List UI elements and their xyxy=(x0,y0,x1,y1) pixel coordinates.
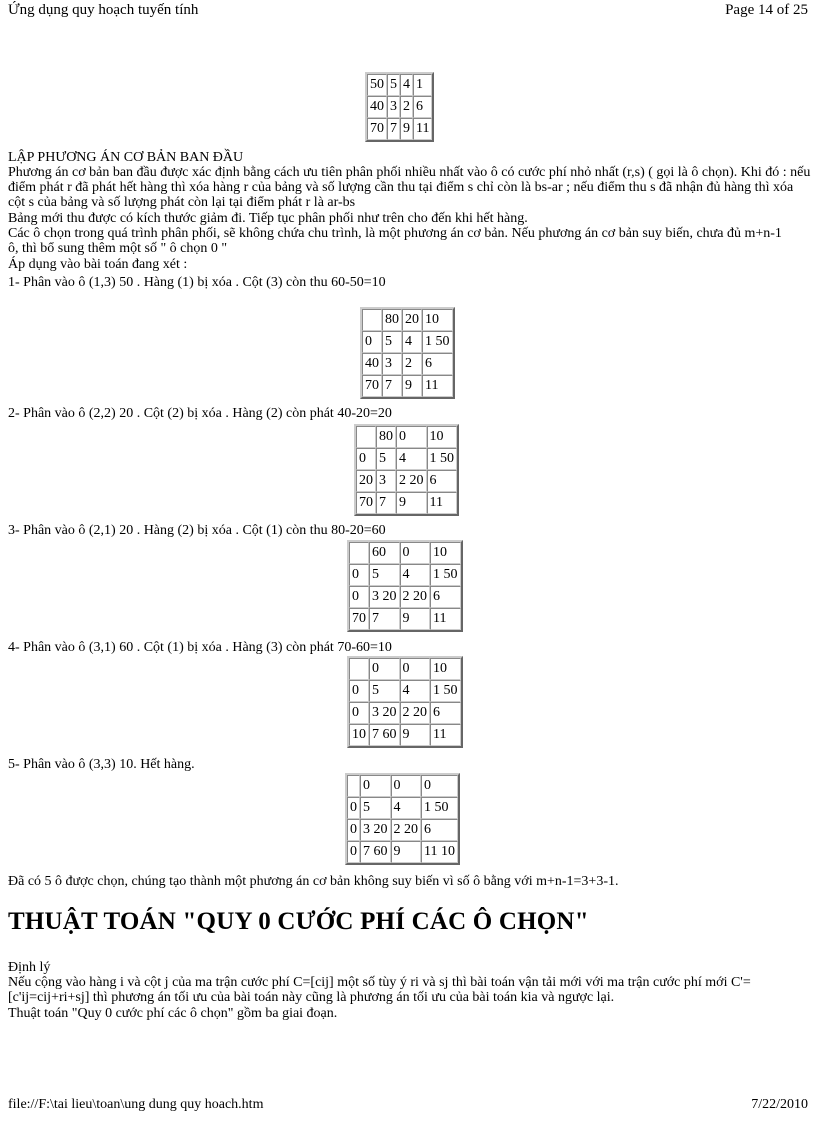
table-cell: 20 xyxy=(356,470,376,492)
table-cell: 3 20 xyxy=(369,702,400,724)
table-cell: 0 xyxy=(391,775,422,797)
table-cell: 2 20 xyxy=(400,702,431,724)
table-row xyxy=(356,470,457,492)
page-number: Page 14 of 25 xyxy=(725,2,808,18)
table-cell: 6 xyxy=(430,702,461,724)
table-cell: 9 xyxy=(402,375,422,397)
table-cell: 50 xyxy=(367,74,387,96)
table-cell: 0 xyxy=(396,426,427,448)
table-cell: 11 xyxy=(413,118,432,140)
table-cell: 10 xyxy=(422,309,453,331)
table-row xyxy=(356,448,457,470)
table-row xyxy=(347,841,458,863)
table-row xyxy=(349,542,461,564)
table-cell: 20 xyxy=(402,309,422,331)
table-cell: 70 xyxy=(367,118,387,140)
table-cell xyxy=(347,775,360,797)
paragraph-basic-plan: Các ô chọn trong quá trình phân phối, sẽ không chứa chu trình, là một phương án cơ bản. Nếu phương án cơ bản suy biến, chưa đủ m+n-1 ô, thì bổ sung thêm một số " ô chọn 0 " xyxy=(8,226,782,256)
table-cell: 0 xyxy=(400,542,431,564)
header-title: Ứng dụng quy hoạch tuyến tính xyxy=(8,2,199,18)
table-cell: 10 xyxy=(349,724,369,746)
theorem-label: Định lý xyxy=(8,960,51,975)
table-cell: 70 xyxy=(362,375,382,397)
step-2-table xyxy=(354,424,459,516)
table-cell: 80 xyxy=(382,309,402,331)
table-row xyxy=(362,353,453,375)
table-row xyxy=(349,586,461,608)
paragraph-method: Phương án cơ bản ban đầu được xác định bằng cách ưu tiên phân phối nhiều nhất vào ô có cước phí nhỏ nhất (r,s) ( gọi là ô chọn). Khi đó : nếu điểm phát r đã phát hết hàng thì xóa hàng r của bảng và số lượng cần thu tại điểm s chỉ còn là bs-ar ; nếu điểm thu s đã nhận đủ hàng thì xóa cột s của bảng và số lượng phát còn lại tại điểm phát r là ar-bs xyxy=(8,165,811,210)
footer-file-path: file://F:\tai lieu\toan\ung dung quy hoach.htm xyxy=(8,1097,264,1112)
table-cell: 1 xyxy=(413,74,432,96)
table-cell: 2 xyxy=(402,353,422,375)
table-cell: 6 xyxy=(422,353,453,375)
table-cell: 2 20 xyxy=(391,819,422,841)
step-5-table xyxy=(345,773,460,865)
step-3: 3- Phân vào ô (2,1) 20 . Hàng (2) bị xóa . Cột (1) còn thu 80-20=60 xyxy=(8,523,386,538)
table-cell xyxy=(362,309,382,331)
table-row xyxy=(349,608,461,630)
table-cell: 4 xyxy=(402,331,422,353)
table-cell: 0 xyxy=(347,797,360,819)
table-row xyxy=(362,331,453,353)
step-2: 2- Phân vào ô (2,2) 20 . Cột (2) bị xóa . Hàng (2) còn phát 40-20=20 xyxy=(8,406,392,421)
table-cell: 4 xyxy=(400,680,431,702)
table-cell: 10 xyxy=(430,542,461,564)
step-1: 1- Phân vào ô (1,3) 50 . Hàng (1) bị xóa . Cột (3) còn thu 60-50=10 xyxy=(8,275,386,290)
table-cell: 1 50 xyxy=(422,331,453,353)
table-cell: 0 xyxy=(421,775,458,797)
table-cell: 40 xyxy=(362,353,382,375)
table-cell: 11 10 xyxy=(421,841,458,863)
table-cell: 9 xyxy=(400,118,413,140)
table-cell: 9 xyxy=(400,724,431,746)
step-3-table xyxy=(347,540,463,632)
table-row xyxy=(362,375,453,397)
table-cell: 9 xyxy=(400,608,431,630)
table-cell: 1 50 xyxy=(427,448,458,470)
table-cell: 40 xyxy=(367,96,387,118)
table-cell: 2 xyxy=(400,96,413,118)
table-cell: 0 xyxy=(349,564,369,586)
table-cell: 7 xyxy=(376,492,396,514)
table-cell: 5 xyxy=(387,74,400,96)
table-cell: 7 xyxy=(369,608,400,630)
table-cell: 4 xyxy=(391,797,422,819)
table-row xyxy=(349,680,461,702)
table-cell: 6 xyxy=(430,586,461,608)
table-cell: 60 xyxy=(369,542,400,564)
table-cell: 11 xyxy=(422,375,453,397)
table-cell: 0 xyxy=(349,586,369,608)
table-cell: 5 xyxy=(360,797,391,819)
table-cell: 10 xyxy=(427,426,458,448)
cost-table-initial xyxy=(365,72,434,142)
table-cell: 5 xyxy=(369,564,400,586)
paragraph-new-table: Bảng mới thu được có kích thước giảm đi. Tiếp tục phân phối như trên cho đến khi hết hàng. xyxy=(8,211,528,226)
table-row xyxy=(349,724,461,746)
conclusion: Đã có 5 ô được chọn, chúng tạo thành một phương án cơ bản không suy biến vì số ô bằng với m+n-1=3+3-1. xyxy=(8,874,619,889)
table-cell: 0 xyxy=(360,775,391,797)
table-row xyxy=(362,309,453,331)
step-4: 4- Phân vào ô (3,1) 60 . Cột (1) bị xóa . Hàng (3) còn phát 70-60=10 xyxy=(8,640,392,655)
table-row xyxy=(349,658,461,680)
table-cell xyxy=(356,426,376,448)
table-cell xyxy=(349,658,369,680)
table-row xyxy=(347,797,458,819)
table-cell: 0 xyxy=(362,331,382,353)
table-cell: 1 50 xyxy=(430,680,461,702)
table-row xyxy=(347,819,458,841)
table-cell: 6 xyxy=(427,470,458,492)
table-cell: 7 60 xyxy=(369,724,400,746)
table-cell: 0 xyxy=(349,680,369,702)
table-row xyxy=(356,492,457,514)
table-cell: 6 xyxy=(421,819,458,841)
table-cell: 1 50 xyxy=(430,564,461,586)
table-cell: 3 20 xyxy=(360,819,391,841)
table-cell: 0 xyxy=(347,841,360,863)
table-cell: 11 xyxy=(430,724,461,746)
table-row xyxy=(356,426,457,448)
table-cell: 3 xyxy=(387,96,400,118)
table-cell: 2 20 xyxy=(400,586,431,608)
table-cell: 5 xyxy=(369,680,400,702)
table-cell: 2 20 xyxy=(396,470,427,492)
table-cell: 11 xyxy=(430,608,461,630)
table-cell: 3 xyxy=(376,470,396,492)
theorem-text: Nếu cộng vào hàng i và cột j của ma trận cước phí C=[cij] một số tùy ý ri và sj thì bài toán vận tải mới với ma trận cước phí mới C'=[c'ij=cij+ri+sj] thì phương án tối ưu của bài toán này cũng là phương án tối ưu của bài toán kia và ngược lại. xyxy=(8,975,751,1005)
table-cell: 0 xyxy=(369,658,400,680)
table-cell: 7 60 xyxy=(360,841,391,863)
table-row xyxy=(367,118,432,140)
paragraph-apply: Áp dụng vào bài toán đang xét : xyxy=(8,257,188,272)
table-cell: 5 xyxy=(382,331,402,353)
table-row xyxy=(347,775,458,797)
table-cell: 4 xyxy=(400,74,413,96)
step-5: 5- Phân vào ô (3,3) 10. Hết hàng. xyxy=(8,757,195,772)
table-cell: 3 20 xyxy=(369,586,400,608)
table-cell: 7 xyxy=(382,375,402,397)
table-cell: 9 xyxy=(396,492,427,514)
table-cell: 70 xyxy=(356,492,376,514)
table-cell xyxy=(349,542,369,564)
table-row xyxy=(367,96,432,118)
table-cell: 0 xyxy=(400,658,431,680)
table-cell: 9 xyxy=(391,841,422,863)
table-cell: 0 xyxy=(349,702,369,724)
step-1-table xyxy=(360,307,455,399)
table-cell: 6 xyxy=(413,96,432,118)
table-cell: 5 xyxy=(376,448,396,470)
table-cell: 80 xyxy=(376,426,396,448)
table-cell: 7 xyxy=(387,118,400,140)
table-cell: 0 xyxy=(356,448,376,470)
footer-date: 7/22/2010 xyxy=(751,1097,808,1112)
algorithm-description: Thuật toán "Quy 0 cước phí các ô chọn" gồm ba giai đoạn. xyxy=(8,1006,338,1021)
table-cell: 1 50 xyxy=(421,797,458,819)
table-cell: 3 xyxy=(382,353,402,375)
table-cell: 0 xyxy=(347,819,360,841)
table-cell: 10 xyxy=(430,658,461,680)
table-row xyxy=(349,564,461,586)
section-heading: LẬP PHƯƠNG ÁN CƠ BẢN BAN ĐẦU xyxy=(8,150,244,165)
table-row xyxy=(349,702,461,724)
table-cell: 4 xyxy=(400,564,431,586)
table-cell: 70 xyxy=(349,608,369,630)
table-cell: 4 xyxy=(396,448,427,470)
algorithm-title: THUẬT TOÁN "QUY 0 CƯỚC PHÍ CÁC Ô CHỌN" xyxy=(8,908,589,935)
table-row xyxy=(367,74,432,96)
step-4-table xyxy=(347,656,463,748)
table-cell: 11 xyxy=(427,492,458,514)
